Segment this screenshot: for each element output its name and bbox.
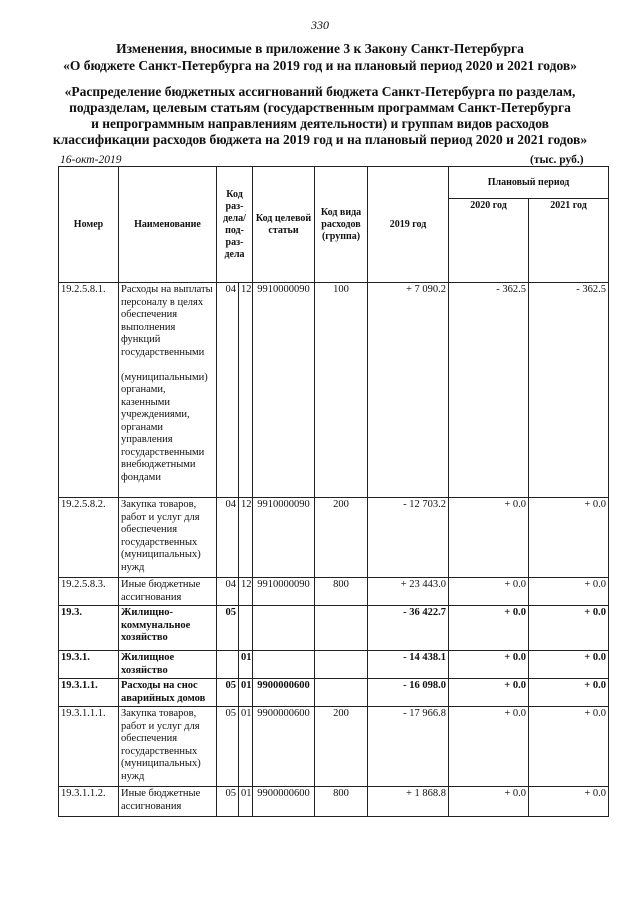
row-subsection: 01 — [239, 707, 253, 787]
row-number: 19.2.5.8.3. — [59, 578, 119, 606]
row-section: 05 — [217, 606, 239, 651]
row-kind: 800 — [315, 578, 368, 606]
row-kind: 100 — [315, 283, 368, 498]
row-number: 19.2.5.8.1. — [59, 283, 119, 498]
row-kind — [315, 651, 368, 679]
table-row — [59, 679, 609, 707]
row-2021: + 0.0 — [529, 787, 609, 817]
row-2019: - 12 703.2 — [368, 498, 449, 578]
row-2021: + 0.0 — [529, 679, 609, 707]
row-2021: + 0.0 — [529, 498, 609, 578]
header-kind: Код вида расходов (группа) — [315, 167, 368, 283]
row-2020: + 0.0 — [449, 679, 529, 707]
row-kind — [315, 679, 368, 707]
row-section: 05 — [217, 707, 239, 787]
header-2019: 2019 год — [368, 167, 449, 283]
table-row — [59, 787, 609, 817]
title-line: «О бюджете Санкт-Петербурга на 2019 год и на плановый период 2020 и 2021 годов» — [63, 58, 577, 73]
row-target: 9910000090 — [253, 283, 315, 498]
header-target: Код целевой статьи — [253, 167, 315, 283]
row-subsection — [239, 606, 253, 651]
document-date: 16-окт-2019 — [60, 154, 122, 166]
row-2020: + 0.0 — [449, 707, 529, 787]
row-section: 05 — [217, 787, 239, 817]
row-name: Иные бюджетные ассигнования — [119, 578, 217, 606]
row-2021: + 0.0 — [529, 578, 609, 606]
row-section: 04 — [217, 498, 239, 578]
row-subsection: 01 — [239, 651, 253, 679]
row-target — [253, 606, 315, 651]
table-row — [59, 283, 609, 498]
table-row — [59, 498, 609, 578]
row-subsection: 01 — [239, 679, 253, 707]
row-number: 19.3.1.1.2. — [59, 787, 119, 817]
page-number: 330 — [311, 18, 329, 32]
document-subtitle — [0, 84, 640, 148]
row-number: 19.2.5.8.2. — [59, 498, 119, 578]
table-row — [59, 606, 609, 651]
row-number: 19.3. — [59, 606, 119, 651]
header-section: Код раз-дела/ под-раз-дела — [217, 167, 253, 283]
row-2020: + 0.0 — [449, 578, 529, 606]
budget-table — [58, 166, 609, 817]
row-name: Расходы на выплаты персоналу в целях обеспечения выполнения функций государственными (муниципальными) органами, казенными учреждениями, органами управления государственными внебюджетными фондами — [119, 283, 217, 498]
subtitle-line: и непрограммным направлениям деятельности) и группам видов расходов — [91, 116, 549, 131]
row-name: Закупка товаров, работ и услуг для обеспечения государственных (муниципальных) нужд — [119, 707, 217, 787]
row-2019: + 1 868.8 — [368, 787, 449, 817]
row-subsection: 01 — [239, 787, 253, 817]
title-line: Изменения, вносимые в приложение 3 к Закону Санкт-Петербурга — [116, 41, 524, 56]
row-kind: 200 — [315, 707, 368, 787]
row-2019: - 14 438.1 — [368, 651, 449, 679]
row-kind — [315, 606, 368, 651]
row-target: 9900000600 — [253, 707, 315, 787]
row-2019: - 36 422.7 — [368, 606, 449, 651]
row-2019: + 7 090.2 — [368, 283, 449, 498]
row-section — [217, 651, 239, 679]
row-name: Иные бюджетные ассигнования — [119, 787, 217, 817]
row-target: 9900000600 — [253, 787, 315, 817]
row-2021: - 362.5 — [529, 283, 609, 498]
row-section: 04 — [217, 283, 239, 498]
row-2020: - 362.5 — [449, 283, 529, 498]
row-2021: + 0.0 — [529, 651, 609, 679]
row-number: 19.3.1. — [59, 651, 119, 679]
row-number: 19.3.1.1. — [59, 679, 119, 707]
row-kind: 200 — [315, 498, 368, 578]
table-row — [59, 707, 609, 787]
document-title — [0, 40, 640, 74]
row-section: 04 — [217, 578, 239, 606]
header-name: Наименование — [119, 167, 217, 283]
row-2019: - 17 966.8 — [368, 707, 449, 787]
row-number: 19.3.1.1.1. — [59, 707, 119, 787]
row-target: 9900000600 — [253, 679, 315, 707]
row-target — [253, 651, 315, 679]
row-section: 05 — [217, 679, 239, 707]
subtitle-line: «Распределение бюджетных ассигнований бюджета Санкт-Петербурга по разделам, — [64, 84, 576, 99]
row-name: Жилищно-коммунальное хозяйство — [119, 606, 217, 651]
row-2019: + 23 443.0 — [368, 578, 449, 606]
row-2020: + 0.0 — [449, 606, 529, 651]
row-name: Жилищное хозяйство — [119, 651, 217, 679]
row-2020: + 0.0 — [449, 787, 529, 817]
table-row — [59, 578, 609, 606]
row-target: 9910000090 — [253, 578, 315, 606]
row-name: Расходы на снос аварийных домов — [119, 679, 217, 707]
row-target: 9910000090 — [253, 498, 315, 578]
row-name: Закупка товаров, работ и услуг для обеспечения государственных (муниципальных) нужд — [119, 498, 217, 578]
header-2020: 2020 год — [449, 199, 529, 283]
row-subsection: 12 — [239, 283, 253, 498]
table-row — [59, 651, 609, 679]
subtitle-line: классификации расходов бюджета на 2019 год и на плановый период 2020 и 2021 годов» — [52, 132, 588, 147]
subtitle-line: подразделам, целевым статьям (государственным программам Санкт-Петербурга — [69, 100, 571, 115]
header-number: Номер — [59, 167, 119, 283]
row-2021: + 0.0 — [529, 606, 609, 651]
row-subsection: 12 — [239, 498, 253, 578]
header-2021: 2021 год — [529, 199, 609, 283]
row-2020: + 0.0 — [449, 651, 529, 679]
units-label: (тыс. руб.) — [530, 154, 584, 166]
row-2021: + 0.0 — [529, 707, 609, 787]
row-kind: 800 — [315, 787, 368, 817]
row-2020: + 0.0 — [449, 498, 529, 578]
row-subsection: 12 — [239, 578, 253, 606]
header-plan: Плановый период — [449, 167, 609, 199]
row-2019: - 16 098.0 — [368, 679, 449, 707]
